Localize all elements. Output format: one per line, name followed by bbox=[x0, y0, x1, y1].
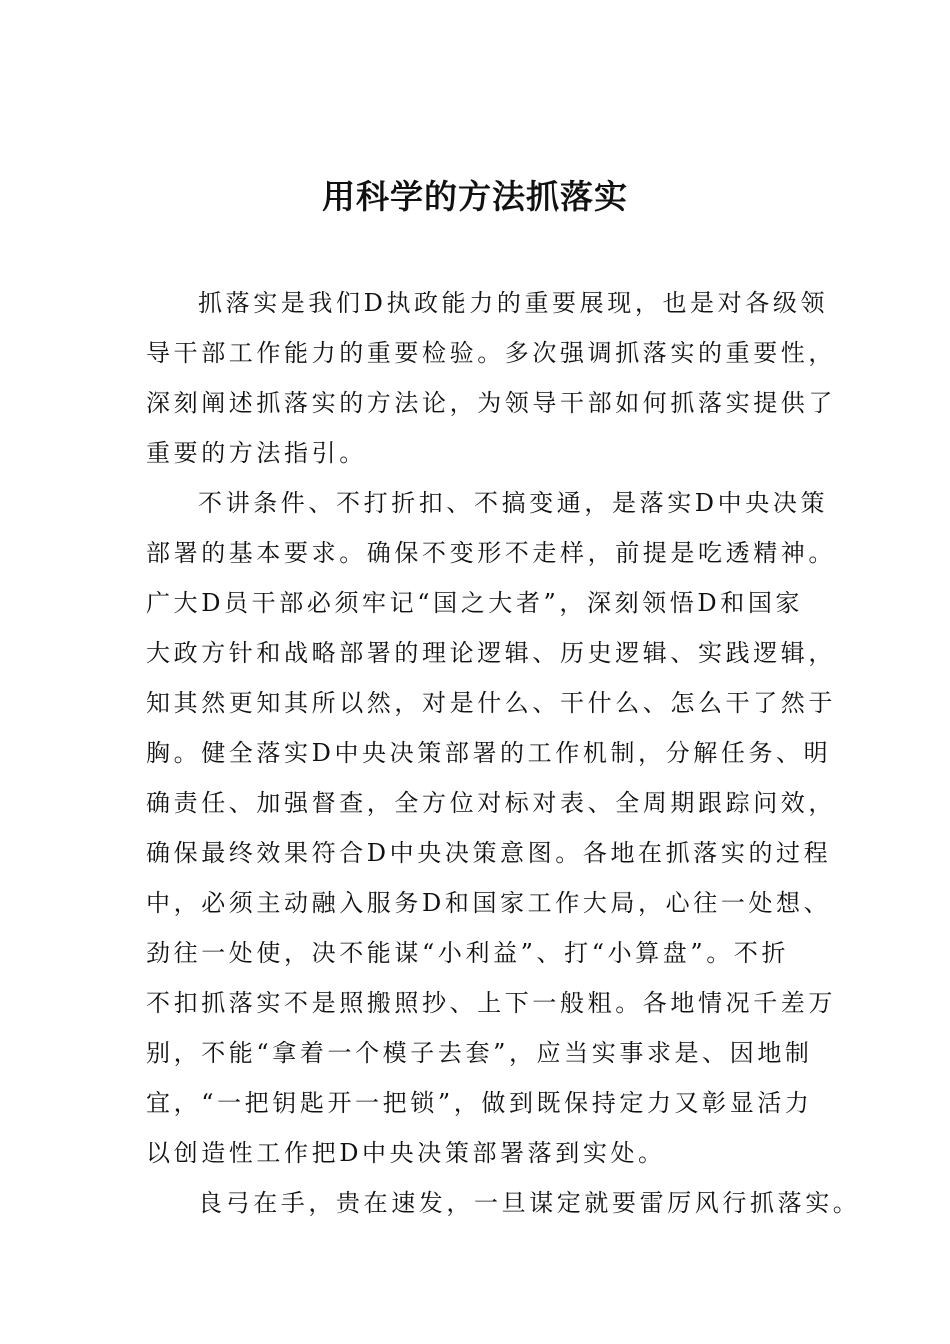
text-line: 劲往一处使，决不能谋“小利益”、打“小算盘”。不折 bbox=[146, 939, 790, 967]
document-title: 用科学的方法抓落实 bbox=[322, 177, 628, 216]
text-line: 重要的方法指引。 bbox=[146, 439, 367, 467]
text-line: 别，不能“拿着一个模子去套”，应当实事求是、因地制 bbox=[146, 1039, 813, 1067]
text-line: 宜，“一把钥匙开一把锁”，做到既保持定力又彰显活力 bbox=[146, 1089, 813, 1117]
document-body bbox=[146, 278, 861, 1228]
text-line: 知其然更知其所以然，对是什么、干什么、怎么干了然于 bbox=[146, 689, 836, 717]
text-line: 导干部工作能力的重要检验。多次强调抓落实的重要性， bbox=[146, 339, 836, 367]
text-line: 胸。健全落实D中央决策部署的工作机制，分解任务、明 bbox=[146, 739, 832, 767]
text-line: 不扣抓落实不是照搬照抄、上下一般粗。各地情况千差万 bbox=[146, 989, 836, 1017]
text-line: 抓落实是我们D执政能力的重要展现，也是对各级领 bbox=[198, 289, 829, 317]
text-line: 以创造性工作把D中央决策部署落到实处。 bbox=[146, 1139, 666, 1167]
text-line: 部署的基本要求。确保不变形不走样，前提是吃透精神。 bbox=[146, 539, 836, 567]
text-line: 良弓在手，贵在速发，一旦谋定就要雷厉风行抓落实。 bbox=[198, 1189, 861, 1217]
text-line: 大政方针和战略部署的理论逻辑、历史逻辑、实践逻辑， bbox=[146, 639, 836, 667]
text-line: 不讲条件、不打折扣、不搞变通，是落实D中央决策 bbox=[198, 489, 829, 517]
text-line: 确保最终效果符合D中央决策意图。各地在抓落实的过程 bbox=[146, 839, 832, 867]
text-line: 中，必须主动融入服务D和国家工作大局，心往一处想、 bbox=[146, 889, 832, 917]
text-line: 确责任、加强督查，全方位对标对表、全周期跟踪问效， bbox=[146, 789, 836, 817]
text-line: 广大D员干部必须牢记“国之大者”，深刻领悟D和国家 bbox=[146, 589, 804, 617]
text-line: 深刻阐述抓落实的方法论，为领导干部如何抓落实提供了 bbox=[146, 389, 836, 417]
